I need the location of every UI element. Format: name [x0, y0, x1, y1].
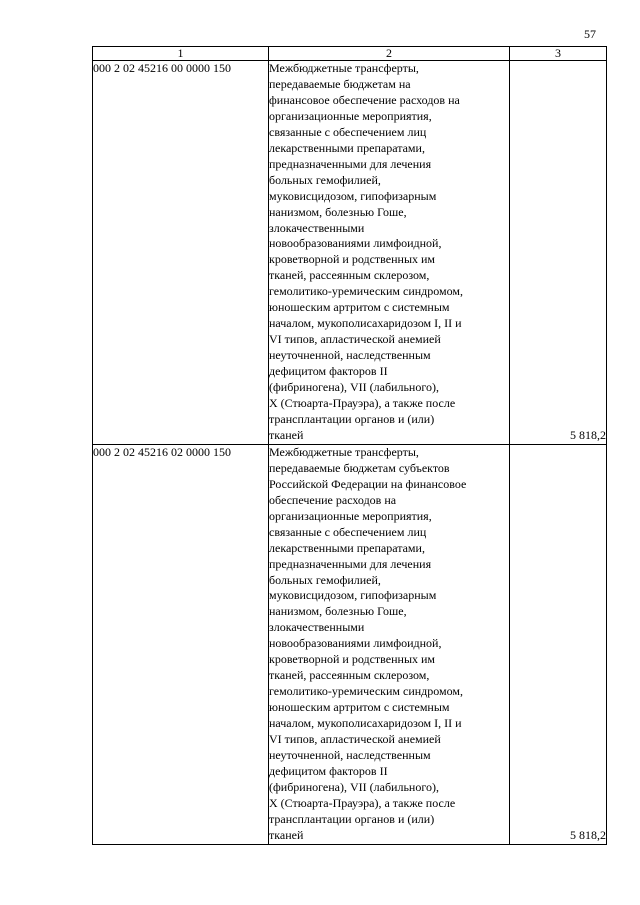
- description-line: неуточненной, наследственным: [269, 348, 431, 363]
- description-line: предназначенными для лечения: [269, 156, 432, 171]
- description-line: VI типов, апластической анемией: [269, 332, 441, 347]
- description-line: организационные мероприятия,: [269, 108, 432, 123]
- description-line: Межбюджетные трансферты,: [269, 61, 419, 75]
- description-line: лекарственными препаратами,: [269, 540, 425, 555]
- description-line: обеспечение расходов на: [269, 492, 397, 507]
- description-cell: [269, 444, 510, 844]
- description-line: предназначенными для лечения: [269, 556, 432, 571]
- description-line: связанные с обеспечением лиц: [269, 524, 427, 539]
- budget-code-cell: 000 2 02 45216 00 0000 150: [93, 61, 269, 445]
- description-line: X (Стюарта-Прауэра), а также после: [269, 795, 456, 810]
- description-line: муковисцидозом, гипофизарным: [269, 588, 437, 603]
- description-line: нанизмом, болезнью Гоше,: [269, 204, 407, 219]
- column-header-3: 3: [510, 47, 607, 61]
- description-line: кроветворной и родственных им: [269, 252, 436, 267]
- description-line: нанизмом, болезнью Гоше,: [269, 604, 407, 619]
- description-line: муковисцидозом, гипофизарным: [269, 188, 437, 203]
- description-line: дефицитом факторов II: [269, 364, 388, 379]
- description-line: злокачественными: [269, 220, 365, 235]
- description-line: лекарственными препаратами,: [269, 140, 425, 155]
- description-line: передаваемые бюджетам на: [269, 76, 411, 91]
- description-line: новообразованиями лимфоидной,: [269, 236, 442, 251]
- description-line: тканей: [269, 427, 304, 442]
- description-line: злокачественными: [269, 620, 365, 635]
- description-line: организационные мероприятия,: [269, 508, 432, 523]
- budget-table: [92, 46, 607, 845]
- description-line: больных гемофилией,: [269, 172, 381, 187]
- description-line: кроветворной и родственных им: [269, 652, 436, 667]
- description-line: трансплантации органов и (или): [269, 811, 435, 826]
- description-line: тканей, рассеянным склерозом,: [269, 668, 430, 683]
- description-line: тканей: [269, 827, 304, 842]
- description-line: юношеским артритом с системным: [269, 300, 450, 315]
- description-line: неуточненной, наследственным: [269, 747, 431, 762]
- description-line: связанные с обеспечением лиц: [269, 124, 427, 139]
- table-row: [93, 61, 607, 445]
- column-header-1: 1: [93, 47, 269, 61]
- description-line: финансовое обеспечение расходов на: [269, 92, 460, 107]
- amount-cell: 5 818,2: [510, 61, 607, 445]
- description-line: юношеским артритом с системным: [269, 700, 450, 715]
- description-line: Межбюджетные трансферты,: [269, 444, 419, 459]
- amount-cell: 5 818,2: [510, 444, 607, 844]
- description-line: тканей, рассеянным склерозом,: [269, 268, 430, 283]
- description-line: VI типов, апластической анемией: [269, 732, 441, 747]
- table-body: [93, 61, 607, 845]
- table-header-row: [93, 47, 607, 61]
- description-line: (фибриногена), VII (лабильного),: [269, 779, 439, 794]
- description-line: гемолитико-уремическим синдромом,: [269, 684, 463, 699]
- description-line: гемолитико-уремическим синдромом,: [269, 284, 463, 299]
- description-cell: [269, 61, 510, 445]
- description-line: передаваемые бюджетам субъектов: [269, 460, 450, 475]
- page-number: 57: [584, 27, 596, 41]
- description-line: больных гемофилией,: [269, 572, 381, 587]
- description-line: X (Стюарта-Прауэра), а также после: [269, 396, 456, 411]
- description-line: (фибриногена), VII (лабильного),: [269, 380, 439, 395]
- description-line: дефицитом факторов II: [269, 763, 388, 778]
- description-line: трансплантации органов и (или): [269, 411, 435, 426]
- column-header-2: 2: [269, 47, 510, 61]
- budget-code-cell: 000 2 02 45216 02 0000 150: [93, 444, 269, 844]
- description-line: началом, мукополисахаридозом I, II и: [269, 316, 462, 331]
- description-line: новообразованиями лимфоидной,: [269, 636, 442, 651]
- description-line: началом, мукополисахаридозом I, II и: [269, 716, 462, 731]
- description-line: Российской Федерации на финансовое: [269, 476, 467, 491]
- table-row: [93, 444, 607, 844]
